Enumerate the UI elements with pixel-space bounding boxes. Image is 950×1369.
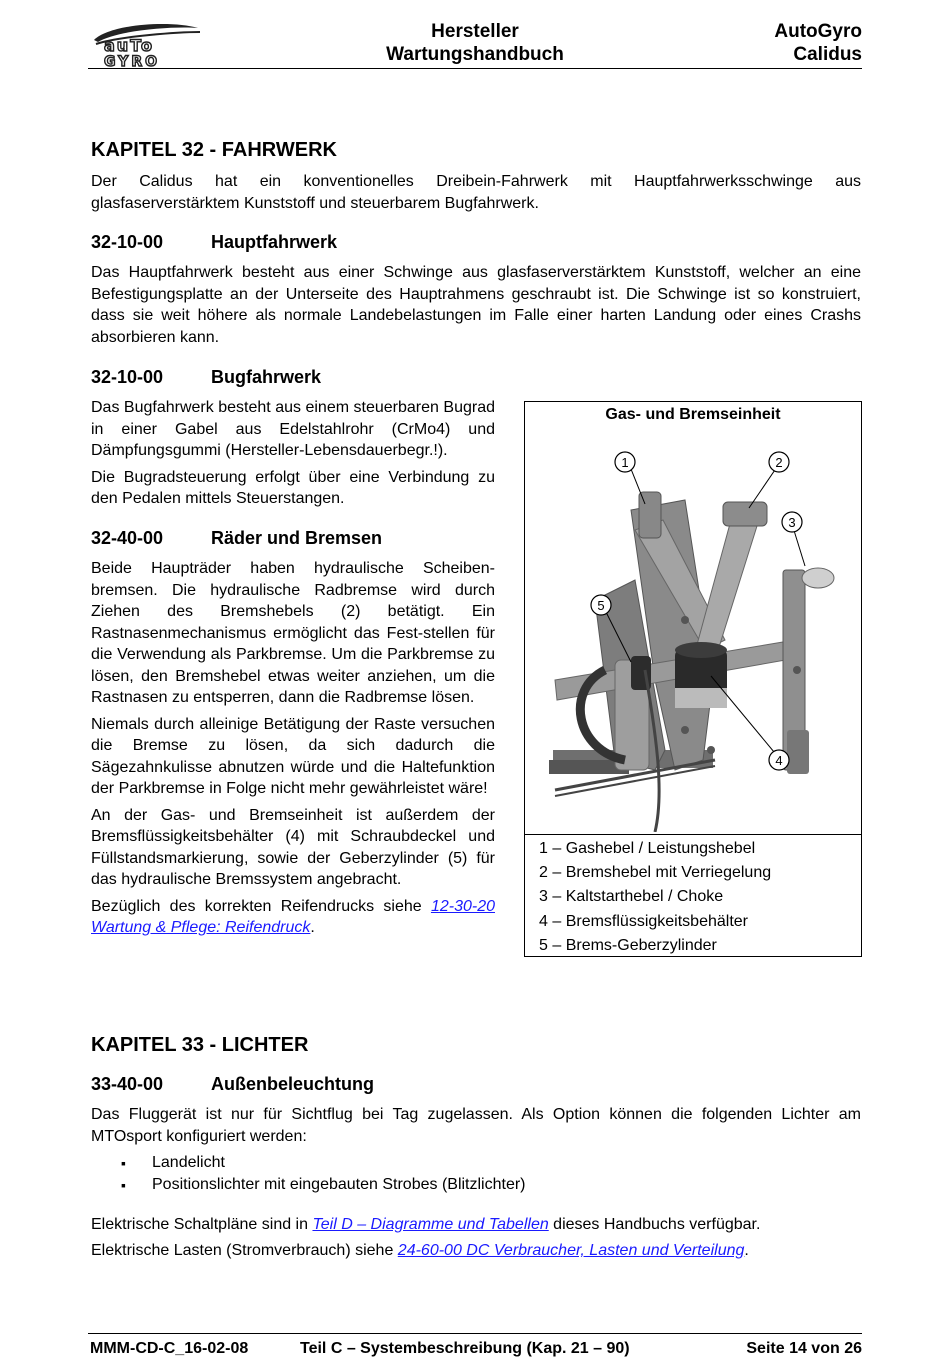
footer-part: Teil C – Systembeschreibung (Kap. 21 – 90) xyxy=(300,1340,630,1357)
tire-pressure-link[interactable]: 12-30-20 Wartung & Pflege: Reifendruck xyxy=(91,897,495,936)
svg-text:3: 3 xyxy=(788,515,796,530)
section-number: 33-40-00 xyxy=(91,1074,164,1094)
section-title: Bugfahrwerk xyxy=(211,367,322,387)
page-number: Seite 14 von 26 xyxy=(746,1340,862,1357)
section-number: 32-40-00 xyxy=(91,528,164,548)
section-number: 32-10-00 xyxy=(91,232,164,252)
list-item: ▪ Landelicht xyxy=(91,1152,861,1174)
figure-title: Gas- und Bremseinheit xyxy=(605,406,781,423)
wheels-text-1: Beide Haupträder haben hydraulische Scheiben-bremsen. Die hydraulische Radbremse wird durch Ziehen des Bremshebels (2) betätigt. Ein Rastnasenmechanismus ermöglicht das Fest-stellen für die Verwendung als Parkbremse. Um die Parkbremse zu lösen, den Bremshebel etwas weiter anziehen, um die Rastnasen zu entsperren, dann die Radbremse lösen. xyxy=(91,560,495,706)
wheels-text-4 xyxy=(91,896,495,939)
section-title: Räder und Bremsen xyxy=(211,528,383,548)
page-footer xyxy=(88,1333,862,1357)
left-column-nose-gear xyxy=(91,397,495,515)
svg-text:2: 2 xyxy=(775,455,783,470)
document-id: MMM-CD-C_16-02-08 xyxy=(90,1340,249,1357)
part-d-link[interactable]: Teil D – Diagramme und Tabellen xyxy=(312,1216,549,1233)
chapter-32-title: KAPITEL 32 - FAHRWERK xyxy=(91,139,337,161)
legend-item: 1 – Gashebel / Leistungshebel xyxy=(539,840,756,857)
main-gear-text: Das Hauptfahrwerk besteht aus einer Schwinge aus glasfaserverstärktem Kunststoff, welcher an eine Befestigungsplatte an der Unterseite des Hauptrahmens geschraubt ist. Die Schwinge ist so konstruiert, dass sie weit höhere als normale Landebelastungen im Falle einer harten Landung oder eines Crashs absorbieren kann. xyxy=(91,264,861,346)
section-title: Hauptfahrwerk xyxy=(211,232,338,252)
nose-gear-text-2: Die Bugradsteuerung erfolgt über eine Verbindung zu den Pedalen mittels Steuerstangen. xyxy=(91,468,495,507)
text-prefix: Bezüglich des korrekten Reifendrucks siehe xyxy=(91,897,431,915)
legend-item: 2 – Bremshebel mit Verriegelung xyxy=(539,864,772,882)
header-model: Calidus xyxy=(793,44,862,65)
callout-4 xyxy=(769,750,789,770)
text-prefix: Elektrische Lasten (Stromverbrauch) siehe xyxy=(91,1242,398,1259)
section-nose-gear-heading xyxy=(91,366,321,388)
loads-text xyxy=(91,1240,861,1262)
text-suffix: . xyxy=(744,1242,749,1259)
callout-3 xyxy=(782,512,802,532)
text-suffix: . xyxy=(310,919,315,936)
left-column-wheels xyxy=(91,558,495,944)
callout-2 xyxy=(769,452,789,472)
lights-list xyxy=(91,1152,861,1196)
svg-text:1: 1 xyxy=(621,455,629,470)
header-title-line1: Hersteller xyxy=(431,21,519,42)
chapter-32-intro: Der Calidus hat ein konventionelles Dreibein-Fahrwerk mit Hauptfahrwerksschwinge aus glasfaserverstärktem Kunststoff und steuerbarem Bugfahrwerk. xyxy=(91,173,861,212)
section-number: 32-10-00 xyxy=(91,367,164,387)
figure-throttle-brake-unit xyxy=(524,401,862,957)
wheels-text-3: An der Gas- und Bremseinheit ist außerdem der Bremsflüssigkeitsbehälter (4) mit Schraubdeckel und Füllstandsmarkierung, sowie der Geberzylinder (5) für das hydraulische Bremssystem angebracht. xyxy=(91,806,495,888)
header-product xyxy=(774,20,862,66)
exterior-lights-text: Das Fluggerät ist nur für Sichtflug bei Tag zugelassen. Als Option können die folgenden Lichter am MTOsport konfiguriert werden: xyxy=(91,1106,861,1145)
section-exterior-lights-heading xyxy=(91,1073,374,1095)
svg-text:5: 5 xyxy=(597,598,605,613)
wheels-text-2: Niemals durch alleinige Betätigung der Raste versuchen die Bremse zu lösen, da sich dadurch die Sägezahnkulisse abnutzen würde und die Haltefunktion der Parkbremse in Folge nicht mehr gewährleistet wäre! xyxy=(91,715,495,797)
section-wheels-heading xyxy=(91,527,382,549)
text-suffix: dieses Handbuchs verfügbar. xyxy=(548,1216,761,1233)
list-item: ▪ Positionslichter mit eingebauten Strobes (Blitzlichter) xyxy=(91,1174,861,1196)
logo-text-top: auTo xyxy=(104,36,154,55)
wiring-text xyxy=(91,1214,861,1236)
text-prefix: Elektrische Schaltpläne sind in xyxy=(91,1216,313,1233)
figure-legend xyxy=(525,834,861,958)
callout-5 xyxy=(591,595,611,615)
header-brand: AutoGyro xyxy=(774,21,862,42)
svg-text:4: 4 xyxy=(775,753,783,768)
page-header xyxy=(88,18,862,69)
section-title: Außenbeleuchtung xyxy=(211,1074,374,1094)
legend-item: 3 – Kaltstarthebel / Choke xyxy=(539,888,724,906)
throttle-brake-unit-image xyxy=(535,430,851,832)
header-title-line2: Wartungshandbuch xyxy=(386,44,564,65)
legend-item: 5 – Brems-Geberzylinder xyxy=(539,936,717,954)
callout-1 xyxy=(615,452,635,472)
section-main-gear-heading xyxy=(91,231,337,253)
nose-gear-text-1: Das Bugfahrwerk besteht aus einem steuerbaren Bugrad in einer Gabel aus Edelstahlrohr (CrMo4) und Dämpfungsgummi (Hersteller-Lebensdauerbegr.!). xyxy=(91,399,495,459)
legend-item: 4 – Bremsflüssigkeitsbehälter xyxy=(539,912,748,930)
dc-loads-link[interactable]: 24-60-00 DC Verbraucher, Lasten und Verteilung xyxy=(397,1242,745,1259)
header-title xyxy=(88,20,862,66)
chapter-33-title: KAPITEL 33 - LICHTER xyxy=(91,1034,309,1056)
logo-text-bottom: GYRO xyxy=(104,54,161,68)
